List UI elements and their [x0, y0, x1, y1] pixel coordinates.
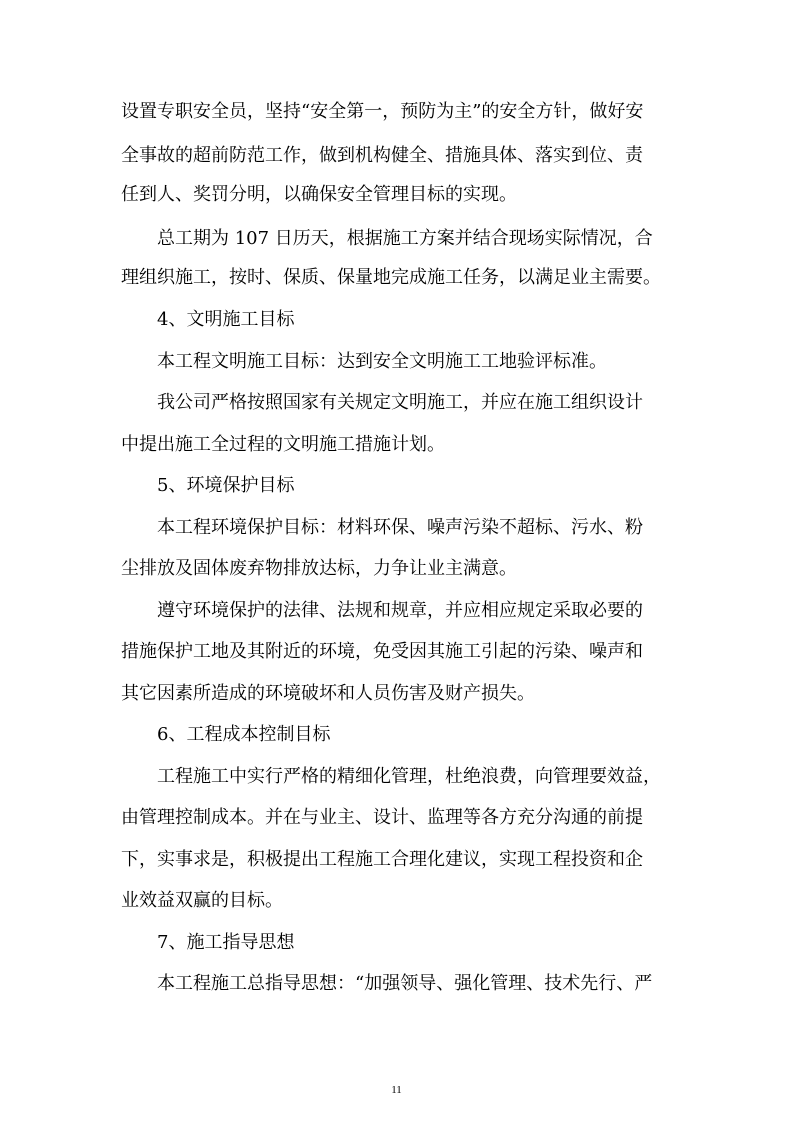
text-line: 本工程环境保护目标：材料环保、噪声污染不超标、污水、粉	[157, 517, 643, 538]
page-number: 11	[391, 1084, 402, 1096]
text-line: 业效益双赢的目标。	[121, 890, 283, 911]
section-heading-5: 5、环境保护目标	[157, 475, 295, 496]
text-line: 设置专职安全员，坚持“安全第一，预防为主”的安全方针，做好安	[121, 101, 644, 122]
text-line: 全事故的超前防范工作，做到机构健全、措施具体、落实到位、责	[121, 145, 643, 166]
section-heading-6: 6、工程成本控制目标	[157, 724, 331, 745]
text-line: 中提出施工全过程的文明施工措施计划。	[121, 434, 445, 455]
text-line: 本工程施工总指导思想：“加强领导、强化管理、技术先行、严	[157, 973, 653, 994]
text-line: 任到人、奖罚分明，以确保安全管理目标的实现。	[121, 184, 517, 205]
text-line: 措施保护工地及其附近的环境，免受因其施工引起的污染、噪声和	[121, 641, 643, 662]
text-line: 尘排放及固体废弃物排放达标，力争让业主满意。	[121, 558, 517, 579]
text-line: 工程施工中实行严格的精细化管理，杜绝浪费，向管理要效益，	[157, 766, 661, 787]
text-line: 由管理控制成本。并在与业主、设计、监理等各方充分沟通的前提	[121, 807, 643, 828]
text-line: 下，实事求是，积极提出工程施工合理化建议，实现工程投资和企	[121, 849, 643, 870]
text-line: 遵守环境保护的法律、法规和规章，并应相应规定采取必要的	[157, 600, 643, 621]
text-line: 总工期为 107 日历天，根据施工方案并结合现场实际情况，合	[157, 228, 653, 249]
section-heading-4: 4、文明施工目标	[157, 309, 295, 330]
text-line: 理组织施工，按时、保质、保量地完成施工任务，以满足业主需要。	[121, 267, 661, 288]
section-heading-7: 7、施工指导思想	[157, 932, 295, 953]
text-line: 其它因素所造成的环境破坏和人员伤害及财产损失。	[121, 683, 535, 704]
text-line: 我公司严格按照国家有关规定文明施工，并应在施工组织设计	[157, 392, 643, 413]
text-line: 本工程文明施工目标：达到安全文明施工工地验评标准。	[157, 351, 607, 372]
